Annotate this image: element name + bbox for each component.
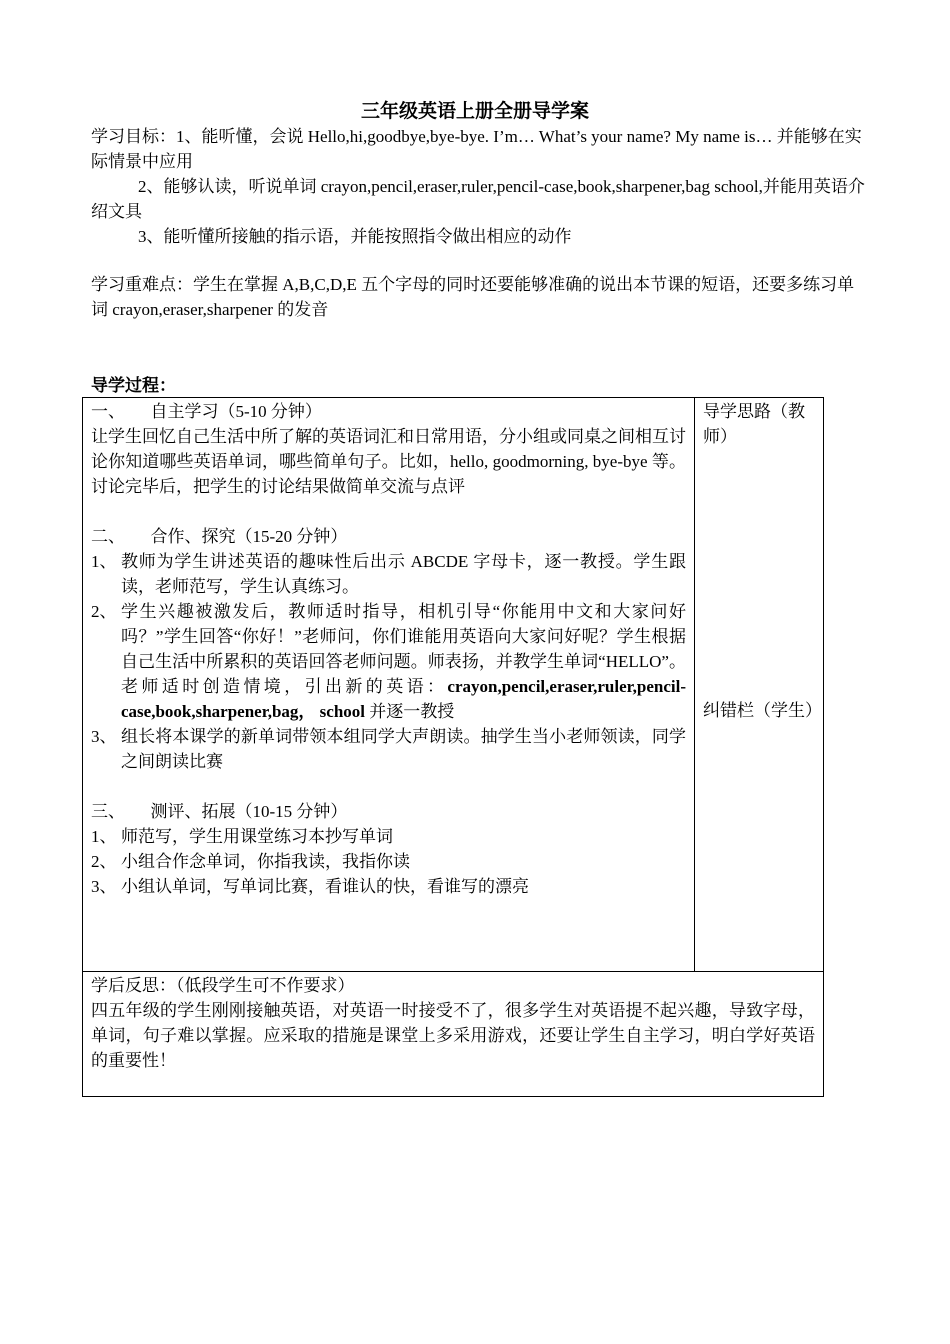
section-3-item <box>91 824 686 849</box>
section-1-title: 自主学习（5-10 分钟） <box>150 402 322 421</box>
reflection-text: 四五年级的学生刚刚接触英语，对英语一时接受不了，很多学生对英语提不起兴趣，导致字母，单词，句子难以掌握。应采取的措施是课堂上多采用游戏，还要让学生自主学习，明白学好英语的重要性！ <box>91 1001 815 1070</box>
section-3-item <box>91 849 686 874</box>
reflection-label: 学后反思：（低段学生可不作要求） <box>91 976 355 995</box>
reflection-cell <box>83 972 824 1097</box>
student-correction-label: 纠错栏（学生） <box>703 701 822 720</box>
process-label: 导学过程： <box>91 376 176 395</box>
vocabulary-words: crayon,pencil,eraser,ruler,pencil-case,book,sharpener,bag， school <box>121 677 686 721</box>
teacher-notes-label: 导学思路（教师） <box>703 402 805 446</box>
section-3-heading <box>91 799 686 824</box>
item-number: 1、 <box>91 552 117 571</box>
goal-2: 2、能够认读，听说单词 crayon,pencil,eraser,ruler,pencil-case,book,sharpener,bag school,并能用英语介绍文具 <box>91 177 865 221</box>
document-title: 三年级英语上册全册导学案 <box>360 101 589 122</box>
goal-3: 3、能听懂所接触的指示语，并能按照指令做出相应的动作 <box>138 227 572 246</box>
item-number: 2、 <box>91 602 117 621</box>
section-1-number: 一、 <box>91 402 125 421</box>
learning-goals <box>91 124 866 249</box>
section-3-number: 三、 <box>91 802 125 821</box>
section-3-title: 测评、拓展（10-15 分钟） <box>150 802 348 821</box>
process-cell <box>83 398 695 972</box>
item-text: 组长将本课学的新单词带领本组同学大声朗读。抽学生当小老师领读，同学之间朗读比赛 <box>121 727 686 771</box>
item-text: 小组合作念单词，你指我读，我指你读 <box>121 852 410 871</box>
section-1-heading <box>91 399 686 424</box>
section-2-number: 二、 <box>91 527 125 546</box>
learning-focus: 学习重难点：学生在掌握 A,B,C,D,E 五个字母的同时还要能够准确的说出本节课的短语，还要多练习单词 crayon,eraser,sharpener 的发音 <box>91 275 855 319</box>
item-text <box>121 599 686 724</box>
item-text: 小组认单词，写单词比赛，看谁认的快，看谁写的漂亮 <box>121 877 529 896</box>
item-number: 1、 <box>91 827 117 846</box>
item-text-part: 学生兴趣被激发后，教师适时指导，相机引导“你能用中文和大家问好吗？”学生回答“你好！”老师问，你们谁能用英语向大家问好呢？学生根据自己生活中所累积的英语回答老师问题。师表扬，并教学生单词“HELLO”。老师适时创造情境，引出新的英语： <box>121 602 686 696</box>
section-2-item <box>91 599 686 724</box>
item-text: 师范写，学生用课堂练习本抄写单词 <box>121 827 393 846</box>
section-3-item <box>91 874 686 899</box>
item-number: 2、 <box>91 852 117 871</box>
section-2-title: 合作、探究（15-20 分钟） <box>150 527 348 546</box>
goal-1: 学习目标：1、能听懂，会说 Hello,hi,goodbye,bye-bye. I’m… What’s your name? My name is… 并能够在实际情景中应用 <box>91 127 862 171</box>
item-number: 3、 <box>91 727 117 746</box>
section-2-heading <box>91 524 686 549</box>
section-2-item <box>91 549 686 599</box>
section-1-paragraph: 让学生回忆自己生活中所了解的英语词汇和日常用语，分小组或同桌之间相互讨论你知道哪些英语单词，哪些简单句子。比如，hello, goodmorning, bye-bye 等。讨论完毕后，把学生的讨论结果做简单交流与点评 <box>91 427 686 496</box>
item-text: 教师为学生讲述英语的趣味性后出示 ABCDE 字母卡，逐一教授。学生跟读，老师范写，学生认真练习。 <box>121 552 686 596</box>
item-number: 3、 <box>91 877 117 896</box>
section-2-item <box>91 724 686 774</box>
item-text-part: 并逐一教授 <box>365 702 455 721</box>
guide-table <box>82 397 824 1097</box>
notes-cell <box>695 398 824 972</box>
